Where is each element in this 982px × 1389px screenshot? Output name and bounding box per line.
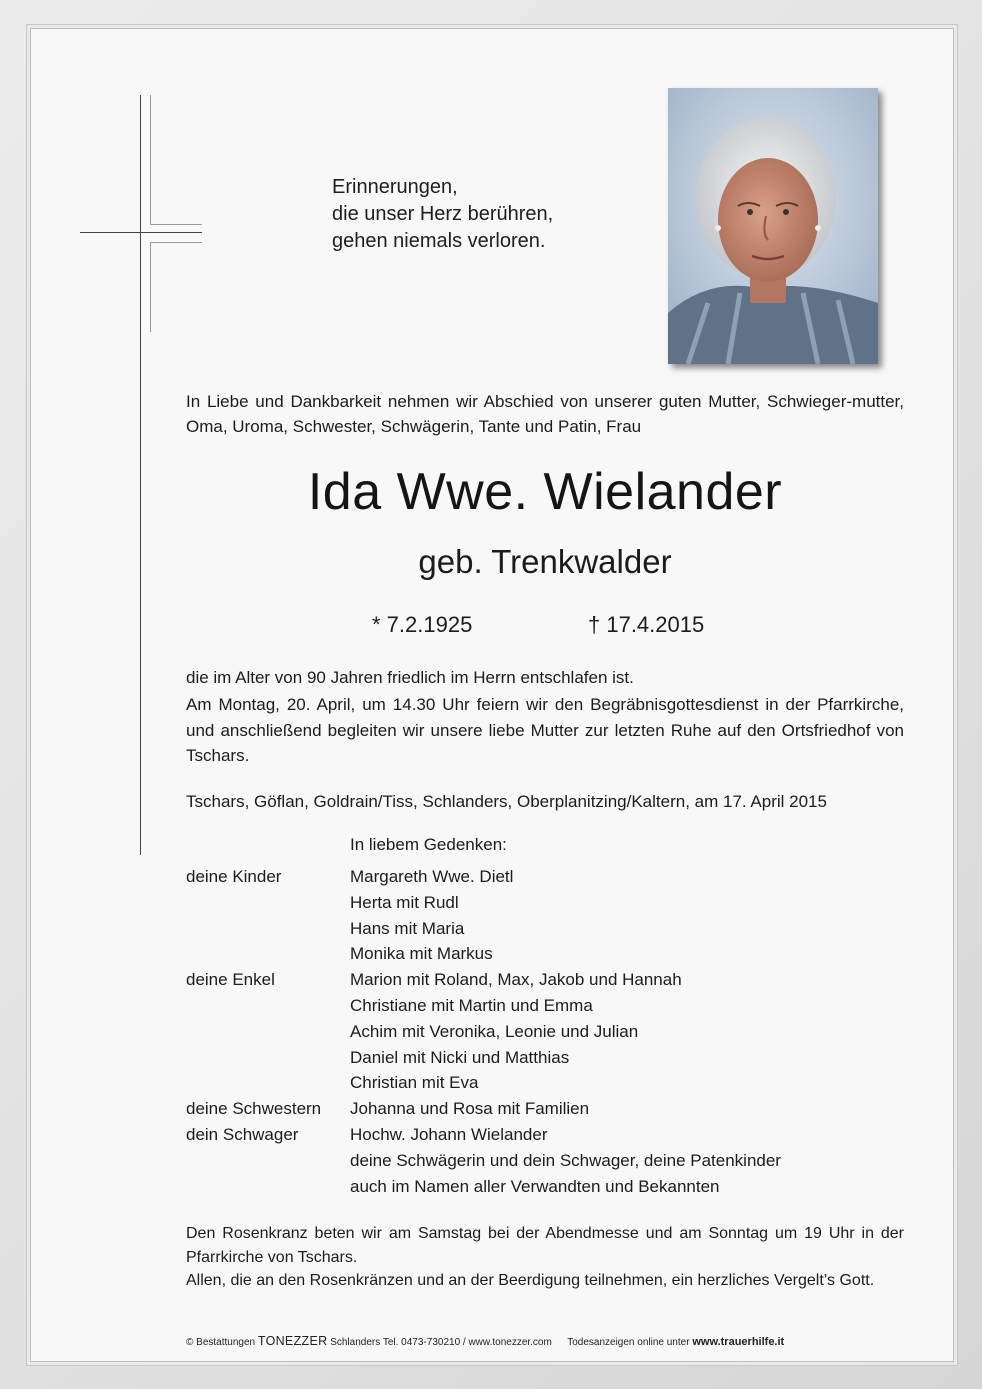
footer-location: Schlanders: [330, 1337, 381, 1348]
family-group: [186, 967, 904, 1096]
family-member: Marion mit Roland, Max, Jakob und Hannah: [350, 970, 682, 990]
funeral-text: Am Montag, 20. April, um 14.30 Uhr feiern wir den Begräbnisgottesdienst in der Pfarrkirche, und anschließend begleiten wir unsere liebe Mutter zur letzten Ruhe auf den Ortsfriedhof von Tschars.: [186, 695, 904, 765]
footer-brand: TONEZZER: [257, 1334, 328, 1348]
poem-line: die unser Herz berühren,: [332, 203, 554, 225]
family-member: auch im Namen aller Verwandten und Bekannten: [350, 1176, 720, 1196]
poem: [332, 174, 553, 255]
footer-site-link[interactable]: www.trauerhilfe.it: [692, 1336, 785, 1348]
intro-text: In Liebe und Dankbarkeit nehmen wir Abschied von unserer guten Mutter, Schwieger-mutter, Oma, Uroma, Schwester, Schwägerin, Tante und Patin, Frau: [186, 392, 904, 436]
family-member: Johanna und Rosa mit Familien: [350, 1099, 590, 1119]
family-group: [186, 1096, 904, 1122]
family-member: Christian mit Eva: [350, 1073, 479, 1093]
family-member: Margareth Wwe. Dietl: [350, 867, 514, 886]
family-member: Achim mit Veronika, Leonie und Julian: [350, 1021, 639, 1041]
portrait-photo: [668, 88, 878, 364]
family-member: deine Schwägerin und dein Schwager, deine Patenkinder: [350, 1150, 781, 1170]
poem-line: gehen niemals verloren.: [332, 230, 546, 252]
family-role: deine Schwestern: [186, 1099, 322, 1119]
family-role: deine Kinder: [186, 867, 282, 886]
closing-text: [186, 1222, 904, 1293]
family-member: Hochw. Johann Wielander: [350, 1124, 548, 1144]
footer-prefix: © Bestattungen: [186, 1337, 256, 1348]
family-member: Daniel mit Nicki und Matthias: [350, 1047, 570, 1067]
thanks-text: Allen, die an den Rosenkränzen und an der Beerdigung teilnehmen, ein herzliches Vergelt’s Gott.: [186, 1272, 875, 1289]
rosary-text: Den Rosenkranz beten wir am Samstag bei der Abendmesse und am Sonntag um 19 Uhr in der Pfarrkirche von Tschars.: [186, 1225, 904, 1266]
poem-line: Erinnerungen,: [332, 176, 458, 198]
death-date: † 17.4.2015: [588, 612, 705, 637]
family-member: Hans mit Maria: [350, 918, 465, 938]
place-date: Tschars, Göflan, Goldrain/Tiss, Schlanders, Oberplanitzing/Kaltern, am 17. April 2015: [186, 792, 827, 811]
age-text: die im Alter von 90 Jahren friedlich im Herrn entschlafen ist.: [186, 668, 634, 687]
maiden-name: geb. Trenkwalder: [418, 543, 672, 580]
memory-heading: In liebem Gedenken:: [350, 835, 507, 854]
birth-date: * 7.2.1925: [372, 612, 473, 637]
family-group: [186, 864, 904, 967]
deceased-name: Ida Wwe. Wielander: [307, 463, 783, 521]
family-role: deine Enkel: [186, 970, 275, 990]
family-member: Herta mit Rudl: [350, 892, 459, 912]
family-member: Christiane mit Martin und Emma: [350, 995, 593, 1015]
family-member: Monika mit Markus: [350, 944, 493, 964]
footer: [186, 1334, 826, 1350]
footer-contact: Tel. 0473-730210 / www.tonezzer.com: [382, 1337, 552, 1348]
footer-online: Todesanzeigen online unter: [567, 1337, 690, 1348]
family-list: [186, 864, 904, 1199]
family-group: [186, 1122, 904, 1199]
family-role: dein Schwager: [186, 1124, 299, 1144]
